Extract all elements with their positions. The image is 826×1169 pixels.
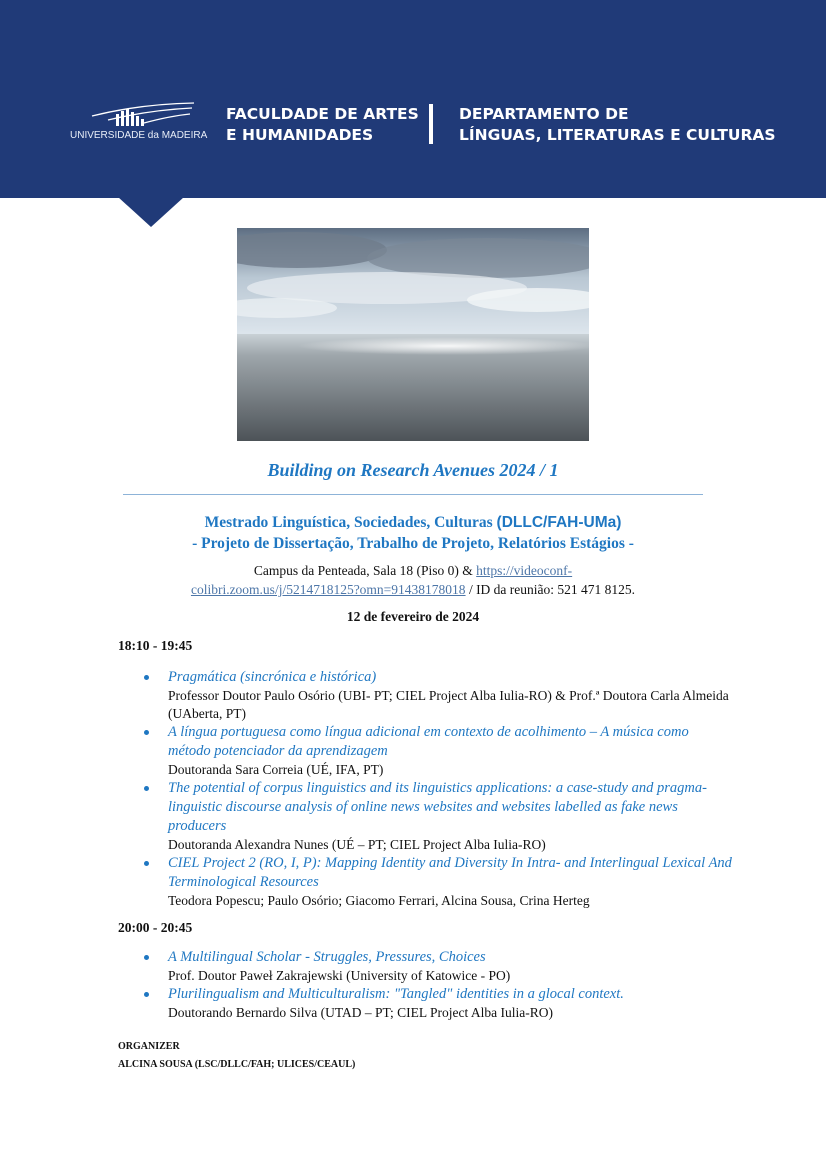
- bullet-icon: [144, 730, 149, 735]
- university-name: UNIVERSIDADE da MADEIRA: [70, 130, 208, 141]
- organizer-block: [118, 1038, 355, 1074]
- session-talks: [144, 668, 734, 910]
- talk-title: Plurilingualism and Multiculturalism: "Tangled" identities in a glocal context.: [168, 986, 624, 1002]
- talk-speakers: Doutoranda Alexandra Nunes (UÉ – PT; CIEL Project Alba Iulia-RO): [168, 837, 546, 852]
- talk-item: [144, 854, 734, 910]
- bullet-icon: [144, 861, 149, 866]
- talk-title: The potential of corpus linguistics and its linguistics applications: a case-study and pragma-linguistic discourse analysis of online news websites and websites labelled as fake news producers: [168, 780, 707, 834]
- talk-item: [144, 985, 734, 1022]
- talk-item: [144, 668, 734, 723]
- program-heading: Mestrado Linguística, Sociedades, Culturas (DLLC/FAH-UMa) - Projeto de Dissertação, Trabalho de Projeto, Relatórios Estágios -: [192, 514, 634, 552]
- zoom-link[interactable]: https://videoconf-: [476, 563, 573, 578]
- talk-title: A língua portuguesa como língua adicional em contexto de acolhimento – A música como método potenciador da aprendizagem: [168, 724, 689, 759]
- session-time: 18:10 - 19:45: [118, 638, 193, 653]
- zoom-link-continued[interactable]: colibri.zoom.us/j/5214718125?omn=91438178018: [190, 582, 466, 597]
- bullet-icon: [144, 992, 149, 997]
- header-banner: [0, 0, 826, 198]
- session-talks: [144, 948, 734, 1022]
- talk-speakers: Doutoranda Sara Correia (UÉ, IFA, PT): [168, 762, 384, 777]
- talk-title: Pragmática (sincrónica e histórica): [168, 669, 377, 685]
- seascape-photo: [237, 228, 589, 441]
- talk-title: CIEL Project 2 (RO, I, P): Mapping Identity and Diversity In Intra- and Interlingual Lexical And Terminological Resources: [168, 855, 732, 890]
- banner-notch: [118, 197, 184, 227]
- bullet-icon: [144, 675, 149, 680]
- talk-speakers: Prof. Doutor Paweł Zakrajewski (University of Katowice - PO): [168, 968, 511, 983]
- department-name: DEPARTAMENTO DE LÍNGUAS, LITERATURAS E CULTURAS: [459, 105, 776, 144]
- venue-info: Campus da Penteada, Sala 18 (Piso 0) & https://videoconf- colibri.zoom.us/j/5214718125?omn=91438178018 / ID da reunião: 521 471 8125.: [190, 563, 636, 597]
- talk-speakers: Professor Doutor Paulo Osório (UBI- PT; CIEL Project Alba Iulia-RO) & Prof.ª Doutora Carla Almeida (UAberta, PT): [168, 688, 729, 721]
- session-time: 20:00 - 20:45: [118, 920, 193, 935]
- talk-speakers: Doutorando Bernardo Silva (UTAD – PT; CIEL Project Alba Iulia-RO): [168, 1005, 553, 1020]
- talk-item: [144, 779, 734, 854]
- event-date: 12 de fevereiro de 2024: [346, 609, 480, 624]
- header-divider: [429, 104, 433, 144]
- organizer-label: ORGANIZER: [118, 1041, 180, 1052]
- title-rule: [123, 494, 703, 495]
- talk-title: A Multilingual Scholar - Struggles, Pressures, Choices: [168, 949, 486, 965]
- bullet-icon: [144, 786, 149, 791]
- event-title: Building on Research Avenues 2024 / 1: [267, 460, 559, 480]
- talk-item: [144, 948, 734, 985]
- organizer-name: ALCINA SOUSA (LSC/DLLC/FAH; ULICES/CEAUL): [118, 1059, 356, 1070]
- faculty-name: FACULDADE DE ARTES E HUMANIDADES: [226, 105, 419, 144]
- talk-item: [144, 723, 734, 779]
- bullet-icon: [144, 955, 149, 960]
- talk-speakers: Teodora Popescu; Paulo Osório; Giacomo Ferrari, Alcina Sousa, Crina Herteg: [168, 893, 590, 908]
